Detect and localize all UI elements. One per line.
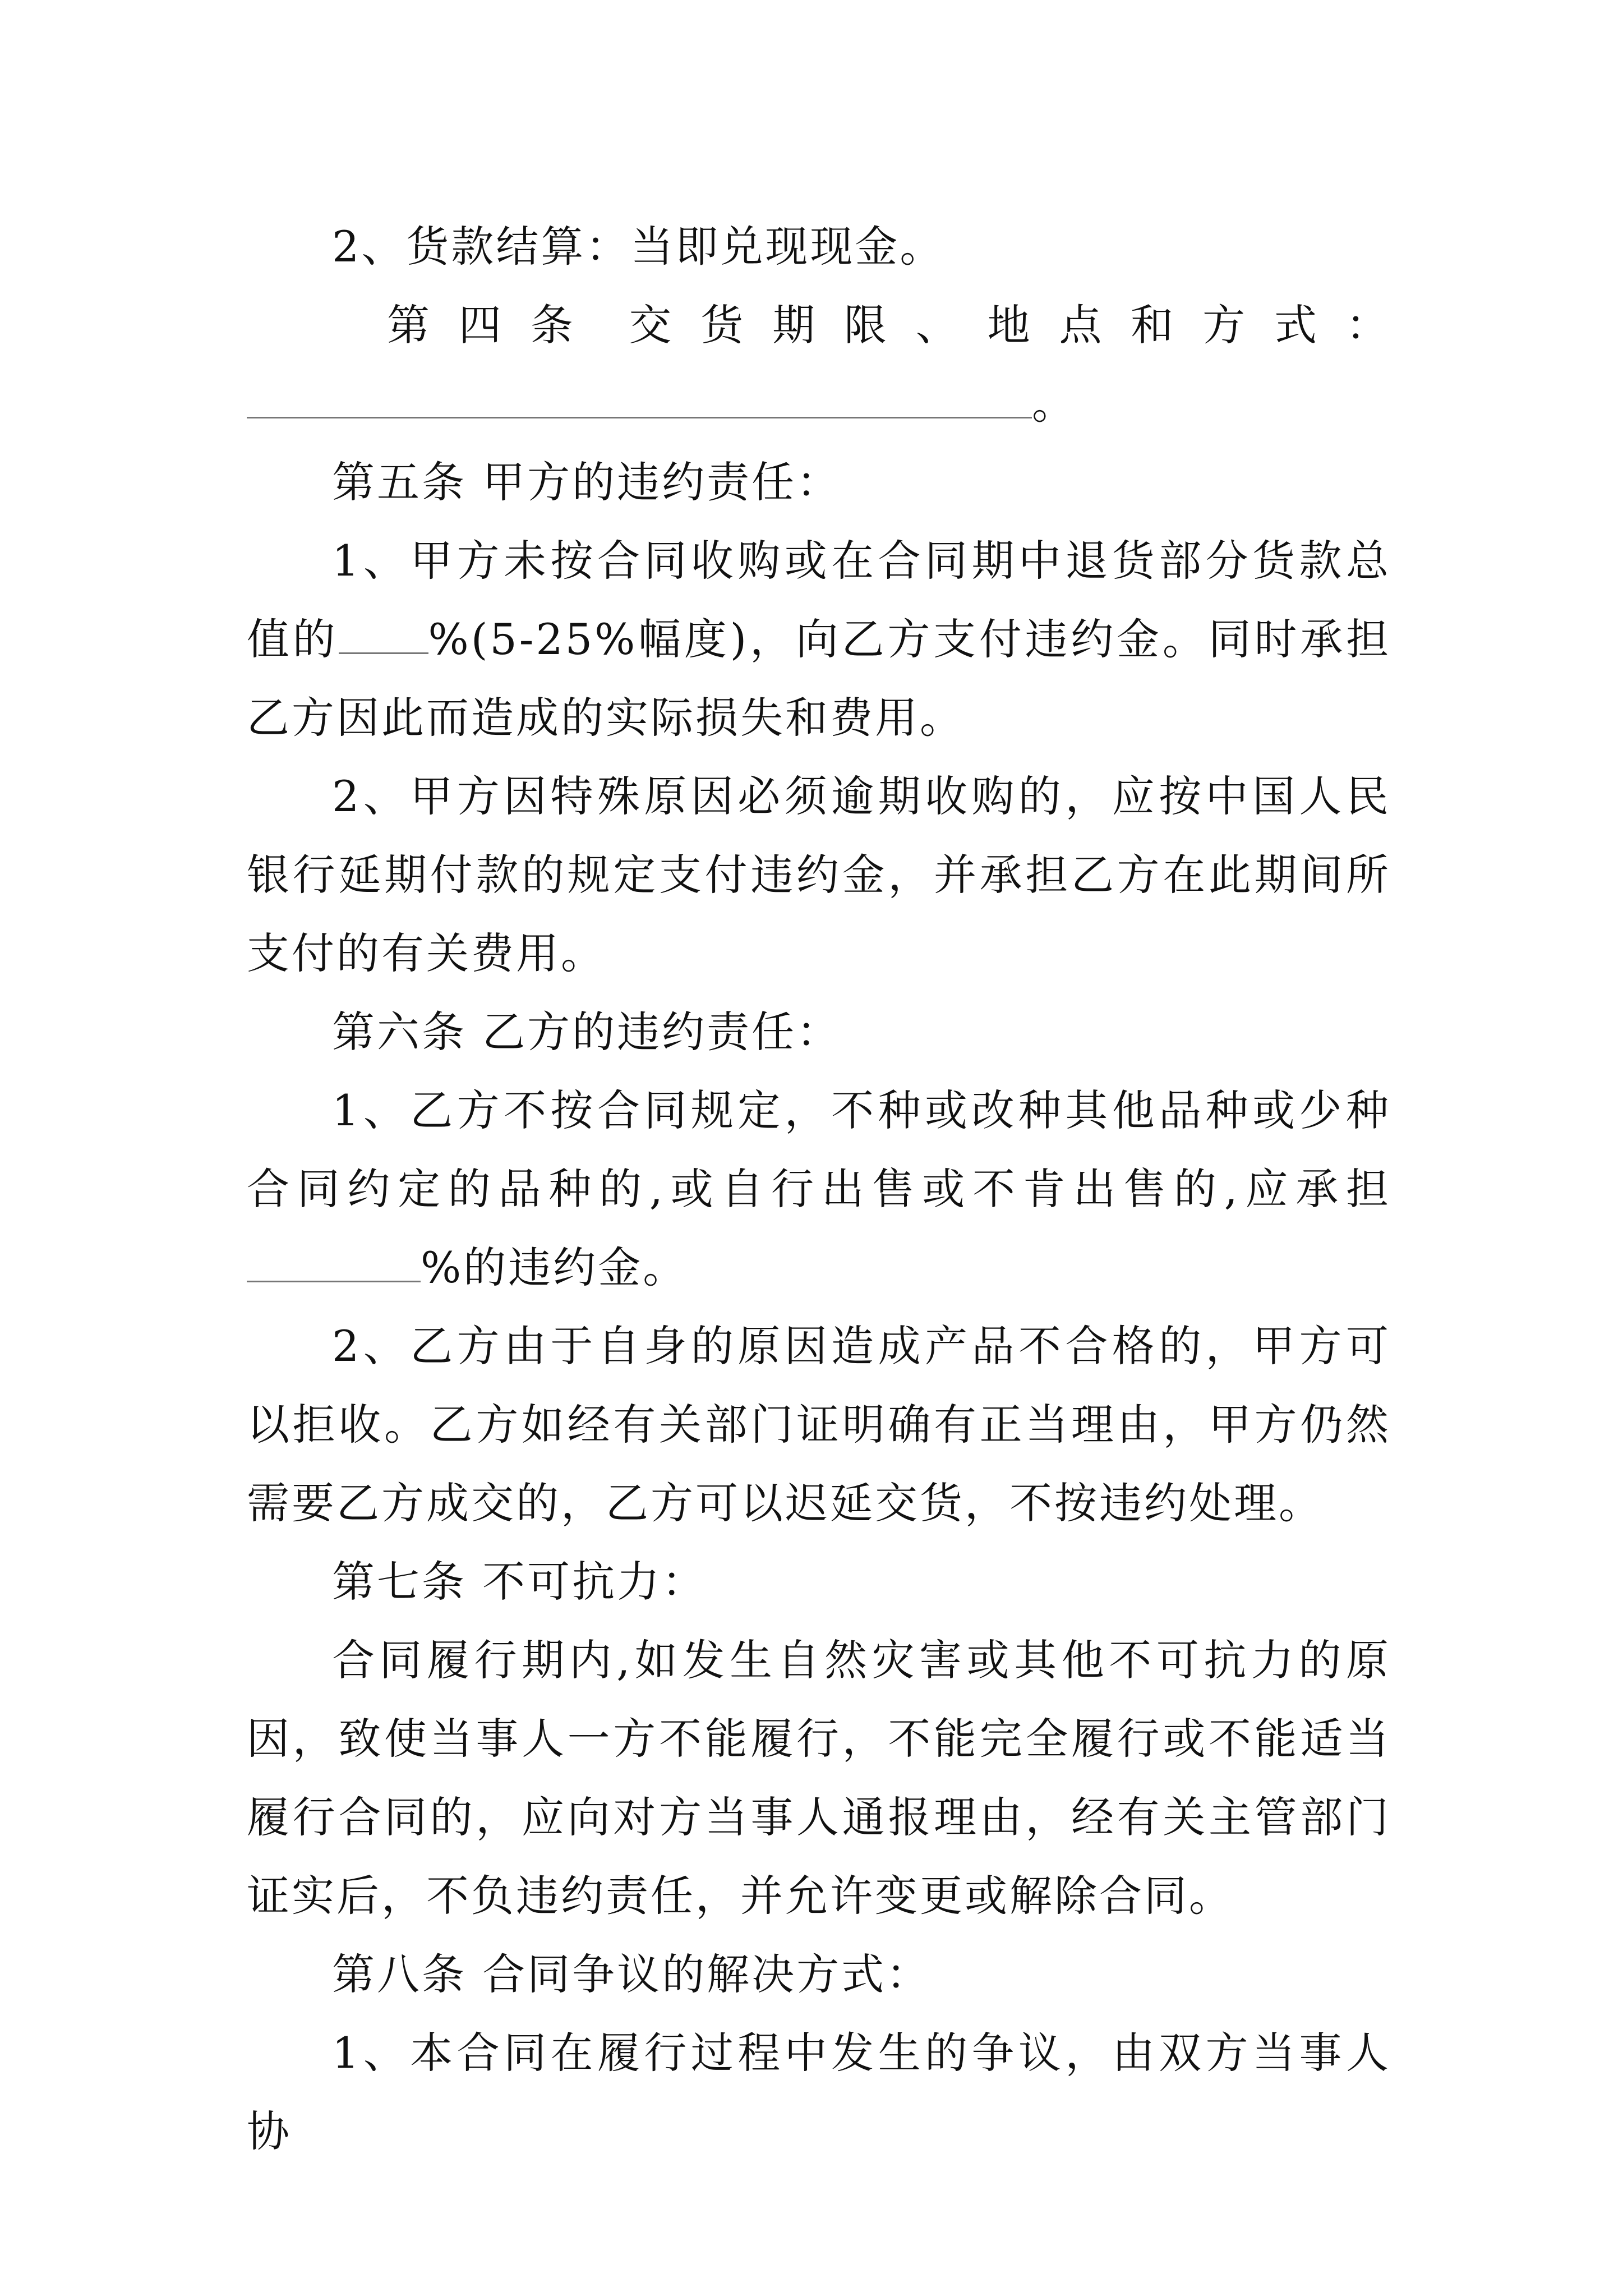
- heading-text: 第七条 不可抗力：: [332, 1557, 707, 1607]
- heading-char: 条: [530, 300, 575, 350]
- paragraph-text: %(5-25%幅度)，向乙方支付违约金。同时承担乙方因此而造成的实际损失和费用。: [247, 614, 1391, 743]
- heading-char: 期: [772, 300, 818, 350]
- article-5-item-1: [247, 522, 1391, 757]
- heading-text: 第八条 合同争议的解决方式：: [332, 1949, 932, 1999]
- heading-char: 四: [458, 300, 504, 350]
- article-7-heading: [247, 1543, 1391, 1621]
- fill-in-blank: [247, 372, 1032, 418]
- article-4-blank-line: [247, 365, 1391, 443]
- heading-char: 货: [700, 300, 746, 350]
- heading-char: ：: [1345, 300, 1391, 350]
- article-6-heading: [247, 993, 1391, 1071]
- paragraph-text: 1、甲方未按合同收购或在合同期中退货部分货款总值的: [247, 536, 1391, 664]
- paragraph-text: 2、货款结算：当即兑现现金。: [332, 222, 945, 272]
- heading-text: 第六条 乙方的违约责任：: [332, 1007, 842, 1057]
- period-mark: 。: [1032, 379, 1077, 429]
- fill-in-blank: [247, 1236, 421, 1282]
- article-6-item-2: [247, 1307, 1391, 1543]
- heading-char: 方: [1202, 300, 1248, 350]
- article-5-heading: [247, 443, 1391, 522]
- article-5-item-2: [247, 757, 1391, 993]
- payment-settlement-paragraph: [247, 208, 1391, 286]
- article-6-item-1: [247, 1071, 1391, 1307]
- article-4-heading: [247, 286, 1391, 365]
- heading-char: 第: [387, 300, 432, 350]
- article-8-item-1: [247, 2014, 1391, 2171]
- heading-char: 点: [1059, 300, 1104, 350]
- paragraph-text: 2、甲方因特殊原因必须逾期收购的，应按中国人民银行延期付款的规定支付违约金，并承担乙方在此期间所支付的有关费用。: [247, 771, 1391, 978]
- article-8-heading: [247, 1935, 1391, 2014]
- paragraph-text: %的违约金。: [421, 1243, 688, 1292]
- fill-in-blank: [339, 608, 428, 654]
- heading-char: 交: [629, 300, 674, 350]
- heading-char: 地: [987, 300, 1032, 350]
- paragraph-text: 1、乙方不按合同规定，不种或改种其他品种或少种合同约定的品种的,或自行出售或不肯出售的,应承担: [247, 1085, 1391, 1214]
- paragraph-text: 1、本合同在履行过程中发生的争议，由双方当事人协: [247, 2028, 1391, 2156]
- heading-char: 和: [1131, 300, 1176, 350]
- heading-text: 第五条 甲方的违约责任：: [332, 457, 842, 507]
- heading-char: 式: [1274, 300, 1319, 350]
- heading-char: 、: [915, 300, 961, 350]
- contract-text: [247, 208, 1391, 2171]
- paragraph-text: 2、乙方由于自身的原因造成产品不合格的，甲方可以拒收。乙方如经有关部门证明确有正当理由，甲方仍然需要乙方成交的，乙方可以迟延交货，不按违约处理。: [247, 1321, 1391, 1528]
- paragraph-text: 合同履行期内,如发生自然灾害或其他不可抗力的原因，致使当事人一方不能履行，不能完全履行或不能适当履行合同的，应向对方当事人通报理由，经有关主管部门证实后，不负违约责任，并允许变更或解除合同。: [247, 1635, 1391, 1921]
- article-7-body: [247, 1621, 1391, 1935]
- heading-char: 限: [843, 300, 889, 350]
